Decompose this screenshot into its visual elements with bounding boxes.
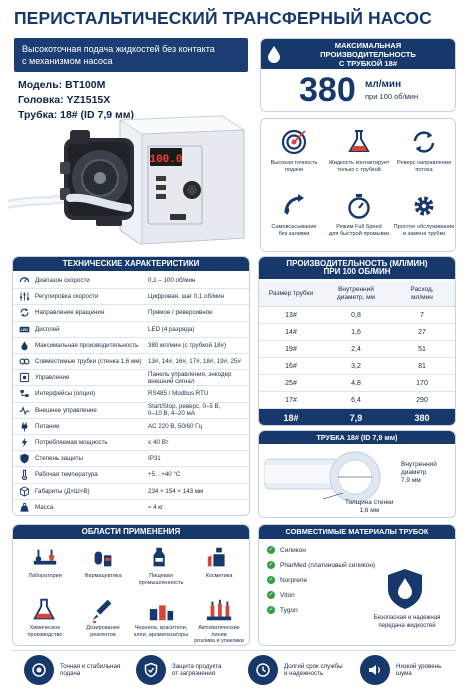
spec-label: Направление вращения	[35, 309, 105, 317]
table-cell: 17#	[285, 396, 297, 404]
application-label: Дозирование	[86, 625, 120, 631]
spec-label: Максимальная производительность	[35, 341, 139, 349]
check-icon: ✓	[268, 592, 274, 598]
materials-card	[258, 524, 456, 646]
application-item	[17, 543, 73, 580]
box-icon	[19, 486, 30, 497]
feature-item	[391, 191, 457, 238]
spec-value	[148, 277, 248, 284]
head-label: Головка: YZ1515X	[18, 94, 111, 106]
drop-icon	[267, 45, 281, 63]
max-performance-note: при 100 об/мин	[365, 92, 419, 101]
spec-row	[13, 273, 249, 289]
pump-illustration	[8, 112, 254, 250]
application-label: клеи, ароматизаторы	[133, 631, 189, 638]
drop-icon	[19, 340, 30, 351]
feature-label: Самовсасывание	[271, 224, 317, 230]
table-row	[259, 341, 455, 358]
shield-icon	[143, 662, 159, 678]
benefit-line: подача	[60, 670, 81, 677]
column-header: диаметр, мм	[336, 293, 376, 301]
svg-text:LED: LED	[20, 327, 28, 332]
interface-icon	[19, 388, 30, 399]
model-label: Модель: BT100M	[18, 79, 106, 91]
lab-icon	[31, 545, 59, 571]
wall-thickness-text: Толщина стенки	[345, 499, 394, 506]
signal-icon	[19, 405, 30, 416]
application-label: Чернила, красители,	[134, 625, 188, 631]
inner-diameter-text: 7,9 мм	[401, 477, 421, 484]
specs-header: ТЕХНИЧЕСКИЕ ХАРАКТЕРИСТИКИ	[13, 257, 249, 271]
benefit-item	[248, 652, 343, 688]
application-label: Лаборатории	[28, 573, 62, 579]
column-header: Расход,	[410, 285, 434, 293]
bottling-icon	[205, 597, 233, 623]
target-icon	[31, 662, 47, 678]
badge-line: Безопасная и надежная	[373, 615, 441, 621]
benefit-item	[360, 652, 441, 688]
shield-icon	[19, 453, 30, 464]
spec-value	[148, 488, 248, 495]
applications-header: ОБЛАСТИ ПРИМЕНЕНИЯ	[13, 525, 249, 539]
benefit-line: Точная и стабильная	[60, 662, 121, 670]
spec-label: Совместимые трубки (стенка 1,6 мм)	[35, 358, 142, 366]
features-card	[260, 118, 456, 252]
benefit-label	[172, 663, 221, 678]
max-performance-card	[260, 38, 456, 112]
feature-item	[326, 127, 392, 174]
spec-row	[13, 403, 249, 419]
inner-diameter-text: Внутренний	[401, 461, 437, 468]
benefit-line: шума	[396, 670, 412, 677]
spec-value-line: ≤ 40 Вт	[148, 439, 169, 447]
benefit-line: от загрязнения	[172, 670, 216, 677]
spec-value	[148, 342, 248, 349]
table-cell: 19#	[285, 345, 297, 353]
self-priming-icon	[281, 193, 307, 219]
benefit-label	[60, 663, 120, 678]
spec-value	[148, 455, 248, 462]
feature-item	[261, 127, 327, 174]
max-performance-title: МАКСИМАЛЬНАЯ ПРОИЗВОДИТЕЛЬНОСТЬ	[320, 40, 416, 59]
subtitle-line: Высокоточная подача жидкостей без контакта	[22, 44, 215, 54]
table-row	[259, 307, 455, 324]
spec-row	[13, 500, 249, 516]
control-icon	[19, 372, 30, 383]
table-cell: 13#	[285, 311, 297, 319]
spec-label: Внешнее управление	[35, 406, 97, 414]
table-row	[259, 409, 455, 426]
material-item	[267, 576, 307, 584]
application-item	[17, 595, 73, 638]
sound-icon	[367, 662, 383, 678]
performance-table-title: ПРИ 100 ОБ/МИН	[323, 267, 391, 276]
spec-label: Дисплей	[35, 325, 60, 333]
spec-value-line: Прямое / реверсивное	[148, 309, 213, 317]
performance-table-header	[259, 257, 455, 279]
spec-row	[13, 484, 249, 500]
spec-row	[13, 322, 249, 338]
application-item	[133, 543, 189, 586]
application-item	[75, 543, 131, 580]
table-cell: 16#	[285, 362, 297, 370]
spec-label: Питание	[35, 422, 60, 430]
spec-value	[148, 293, 248, 300]
benefit-line: Защита продукта	[172, 662, 222, 670]
benefit-line: Низкий уровень	[396, 662, 442, 670]
material-label: Tygon	[280, 606, 298, 614]
spec-value	[148, 471, 248, 478]
shield-drop-icon	[385, 567, 425, 611]
table-cell: 1,6	[351, 328, 361, 336]
table-row	[259, 324, 455, 341]
tubes-icon	[19, 356, 30, 367]
material-label: Силикон	[280, 546, 306, 554]
feature-label: Простое обслуживание	[393, 224, 455, 230]
benefit-line: и надежность	[284, 670, 324, 677]
check-icon: ✓	[268, 547, 274, 553]
table-cell: 25#	[285, 379, 297, 387]
application-label: Пищевая	[149, 573, 173, 579]
spec-value-line: Start/Stop, реверс, 0–5 В,	[148, 403, 221, 411]
material-item	[267, 606, 298, 614]
table-cell: 7	[420, 311, 424, 319]
spec-row	[13, 289, 249, 305]
application-label: реагентов	[90, 631, 116, 638]
table-cell: 380	[414, 412, 430, 423]
application-item	[191, 543, 247, 580]
direction-icon	[19, 307, 30, 318]
wall-thickness-text: 1,6 мм	[359, 506, 380, 514]
table-row	[259, 392, 455, 409]
reverse-arrows-icon	[411, 129, 437, 155]
spec-value-line: 234 × 154 × 143 мм	[148, 487, 204, 495]
specs-card	[12, 256, 250, 516]
spec-value-line: внешний сигнал	[148, 377, 195, 385]
spec-value	[148, 358, 248, 365]
feature-label: подачи	[284, 167, 304, 173]
led-icon	[19, 324, 30, 335]
column-header: Размер трубки	[268, 290, 314, 297]
spec-value	[148, 403, 248, 417]
clock-icon	[255, 662, 271, 678]
subtitle-banner	[14, 38, 248, 72]
application-label: Химическое	[29, 625, 61, 631]
gear-icon	[411, 193, 437, 219]
materials-badge-text	[363, 615, 451, 630]
tube-label: Трубка: 18# (ID 7,9 мм)	[18, 109, 135, 121]
spec-value	[148, 371, 248, 385]
spec-value	[148, 309, 248, 316]
inner-diameter-label	[401, 461, 437, 485]
tube-section-card	[258, 430, 456, 518]
subtitle-line: с механизмом насоса	[22, 56, 113, 66]
spec-value	[148, 423, 248, 430]
benefit-label	[284, 663, 343, 678]
application-label: производство	[27, 631, 63, 638]
material-label: PharMed (платиновый силикон)	[280, 561, 376, 569]
max-performance-header	[261, 39, 455, 69]
spec-label: Степень защиты	[35, 455, 83, 463]
spec-value-line: ≈ 4 кг	[148, 503, 164, 511]
spec-label: Управление	[35, 374, 70, 382]
performance-table-card	[258, 256, 456, 426]
page-title: ПЕРИСТАЛЬТИЧЕСКИЙ ТРАНСФЕРНЫЙ НАСОС	[14, 8, 432, 28]
application-label: промышленность	[138, 579, 184, 586]
max-performance-unit: мл/мин	[365, 79, 402, 90]
spec-value-line: AC 220 В, 50/60 Гц	[148, 422, 203, 430]
materials-header: СОВМЕСТИМЫЕ МАТЕРИАЛЫ ТРУБОК	[259, 525, 455, 539]
spec-value-line: 0–10 В, 4–20 мА	[148, 410, 195, 418]
applications-card	[12, 524, 250, 646]
pump-display-readout: 100.0	[149, 154, 183, 166]
table-cell: 27	[418, 328, 426, 336]
spec-value-line: LED (4 разряда)	[148, 325, 195, 333]
spec-value-line: IP31	[148, 455, 161, 463]
stopwatch-icon	[346, 193, 372, 219]
spec-value	[148, 439, 248, 446]
dosing-icon	[89, 597, 117, 623]
feature-label: Режим Full Speed	[336, 224, 382, 230]
benefit-item	[24, 652, 120, 688]
column-header: мл/мин	[411, 293, 433, 301]
spec-value-line: +5…+40 °C	[148, 471, 181, 479]
application-label: Фармацевтика	[84, 573, 122, 579]
spec-value-line: 13#, 14#, 16#, 17#, 18#, 19#, 25#	[148, 358, 241, 366]
spec-row	[13, 370, 249, 386]
spec-value	[148, 326, 248, 333]
table-cell: 2,4	[351, 345, 361, 353]
spec-row	[13, 451, 249, 467]
feature-label: Высокая точность	[270, 160, 318, 166]
thermometer-icon	[19, 469, 30, 480]
feature-label: Жидкость контактирует	[328, 160, 390, 166]
table-cell: 81	[418, 362, 426, 370]
spec-label: Интерфейсы (опция)	[35, 390, 96, 398]
table-row	[259, 375, 455, 392]
feature-label: потока	[415, 167, 433, 173]
feature-item	[391, 127, 457, 174]
spec-row	[13, 386, 249, 402]
spec-value-line: RS485 / Modbus RTU	[148, 390, 209, 398]
max-performance-title: С ТРУБКОЙ 18#	[338, 58, 398, 68]
application-item	[133, 595, 189, 638]
table-cell: 14#	[285, 328, 297, 336]
wall-thickness-label	[345, 499, 394, 514]
material-item	[267, 591, 295, 599]
badge-line: передача жидкостей	[378, 622, 436, 629]
check-icon: ✓	[268, 607, 274, 613]
spec-value-line: Панель управления, энкодер	[148, 370, 232, 378]
inner-diameter-text: диаметр	[401, 469, 427, 476]
spec-label: Рабочая температура	[35, 471, 98, 479]
material-item	[267, 546, 306, 554]
application-label: Косметика	[205, 573, 233, 579]
spec-value-line: 0,1 – 100 об/мин	[148, 277, 196, 285]
spec-row	[13, 467, 249, 483]
application-label: розлива и упаковки	[194, 638, 244, 645]
spec-value	[148, 390, 248, 397]
table-cell: 6,4	[351, 396, 361, 404]
weight-icon	[19, 502, 30, 513]
spec-value-line: 380 мл/мин (с трубкой 18#)	[148, 341, 227, 349]
feature-label: и замена трубки	[402, 231, 446, 237]
chemistry-icon	[31, 597, 59, 623]
table-cell: 18#	[283, 412, 299, 423]
table-cell: 4,8	[351, 379, 361, 387]
application-item	[75, 595, 131, 638]
table-cell: 290	[416, 396, 428, 404]
application-item	[191, 595, 247, 645]
spec-label: Потребляемая мощность	[35, 439, 108, 447]
bolt-icon	[19, 437, 30, 448]
spec-value	[148, 504, 248, 511]
flask-icon	[346, 129, 372, 155]
pharma-icon	[89, 545, 117, 571]
spec-row	[13, 354, 249, 370]
material-label: Norprene	[280, 576, 308, 584]
benefit-item	[136, 652, 221, 688]
spec-label: Диапазон скорости	[35, 277, 90, 285]
spec-label: Масса	[35, 503, 54, 511]
column-header: Внутренний	[338, 285, 374, 293]
table-cell: 3,2	[351, 362, 361, 370]
table-row	[259, 358, 455, 375]
tube-section-header: ТРУБКА 18# (ID 7,9 мм)	[259, 431, 455, 444]
performance-table-title: ПРОИЗВОДИТЕЛЬНОСТЬ (МЛ/МИН)	[286, 259, 428, 268]
feature-item	[326, 191, 392, 238]
cosmetics-icon	[205, 545, 233, 571]
benefit-line: Долгий срок службы	[284, 662, 343, 670]
feature-label: только с трубкой	[337, 167, 381, 173]
spec-row	[13, 338, 249, 354]
spec-row	[13, 435, 249, 451]
performance-table-columns	[259, 281, 455, 307]
check-icon: ✓	[268, 577, 274, 583]
table-cell: 7,9	[349, 412, 363, 423]
table-cell: 0,8	[351, 311, 361, 319]
spec-row	[13, 305, 249, 321]
target-icon	[281, 129, 307, 155]
spec-label: Регулировка скорости	[35, 293, 99, 301]
table-cell: 51	[418, 345, 426, 353]
ink-icon	[147, 597, 175, 623]
spec-label: Габариты (Д×Ш×В)	[35, 487, 90, 495]
gauge-icon	[19, 275, 30, 286]
table-cell: 170	[416, 379, 428, 387]
material-item	[267, 561, 375, 569]
feature-label: без заливки	[278, 231, 310, 237]
feature-label: Реверс направления	[397, 160, 451, 166]
plug-icon	[19, 421, 30, 432]
benefit-label	[396, 663, 441, 678]
feature-item	[261, 191, 327, 238]
feature-label: для быстрой промывки	[328, 231, 390, 237]
material-label: Viton	[280, 591, 295, 599]
application-label: Автоматические линии	[198, 625, 240, 638]
spec-value-line: Цифровая, шаг 0,1 об/мин	[148, 293, 224, 301]
spec-row	[13, 419, 249, 435]
food-icon	[147, 545, 175, 571]
max-performance-value: 380	[299, 71, 356, 109]
check-icon: ✓	[268, 562, 274, 568]
sliders-icon	[19, 291, 30, 302]
